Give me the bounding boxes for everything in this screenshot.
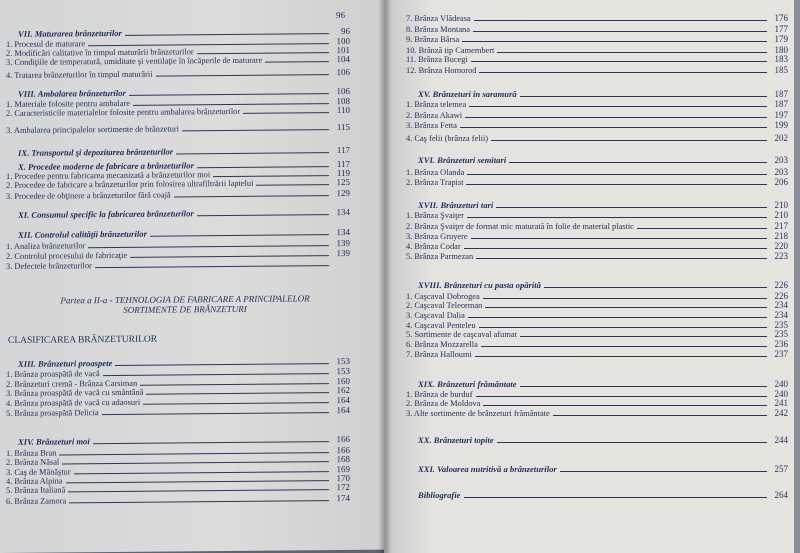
- toc-entry-row: [6, 106, 350, 118]
- toc-page-number: 162: [336, 384, 350, 396]
- toc-page-number: 139: [336, 247, 350, 259]
- toc-section-row: [18, 228, 350, 240]
- dot-leader: [474, 20, 767, 21]
- toc-entry-label: 2. Brânzeturi cremă - Brânza Carsiman: [6, 378, 138, 389]
- toc-entry-label: 4. Brânza Alpina: [6, 476, 63, 486]
- dot-leader: [176, 152, 329, 154]
- toc-page-number: 170: [336, 472, 350, 484]
- toc-entry-label: 2. Brânza Şvaiţer de format mic maturată în folie de material plastic: [406, 222, 634, 231]
- toc-page-number: 197: [774, 110, 788, 120]
- toc-entry-label: 9. Brânza Bârsa: [406, 35, 460, 44]
- toc-entry-label: 2. Brânza Năsal: [6, 457, 60, 467]
- dot-leader: [473, 31, 767, 32]
- toc-entry-row: [406, 390, 788, 399]
- toc-page-number: 257: [774, 464, 788, 474]
- left-page: [0, 0, 384, 553]
- dot-leader: [560, 471, 767, 472]
- toc-page-number: 119: [336, 167, 350, 179]
- toc-entry-row: [406, 292, 788, 301]
- toc-page-number: 235: [774, 329, 788, 339]
- toc-page-number: 169: [336, 463, 350, 475]
- toc-page-number: 264: [774, 490, 788, 500]
- top-page-number: 96: [336, 9, 345, 21]
- toc-page-number: 134: [336, 206, 350, 218]
- toc-entry-label: 11. Brânza Bucegi: [406, 55, 468, 64]
- toc-section-row: [418, 380, 788, 389]
- toc-page-number: 187: [774, 89, 788, 99]
- dot-leader: [509, 162, 767, 163]
- toc-entry-row: [6, 406, 350, 418]
- dot-leader: [497, 442, 767, 443]
- toc-page-number: 108: [336, 95, 350, 107]
- toc-entry-row: [6, 178, 350, 190]
- part-title: [20, 293, 350, 316]
- toc-page-number: 125: [336, 176, 350, 188]
- dot-leader: [156, 74, 329, 77]
- toc-entry-row: [406, 211, 788, 220]
- toc-entry-label: 6. Brânza Mozzarella: [406, 340, 478, 349]
- part-title-line-1: Partea a II-a - TEHNOLOGIA DE FABRICARE A PRINCIPALELOR: [60, 293, 310, 306]
- toc-entry-row: [406, 409, 788, 418]
- toc-entry-label: 12. Brânza Homorod: [406, 66, 477, 75]
- toc-page-number: 203: [774, 155, 788, 165]
- toc-page-number: 218: [774, 231, 788, 241]
- toc-entry-label: 3. Procedee de obţinere a brânzeturilor fără coajă: [6, 190, 171, 201]
- toc-entry-label: 2. Brânza Trapist: [406, 178, 464, 187]
- dot-leader: [130, 255, 329, 258]
- toc-entry-label: XIX. Brânzeturi frământate: [418, 379, 517, 389]
- dot-leader: [467, 217, 767, 218]
- toc-entry-label: XII. Controlul calităţii brânzeturilor: [18, 228, 147, 240]
- toc-entry-label: 3. Ambalarea principalelor sortimente de brânzeturi: [6, 124, 180, 135]
- dot-leader: [479, 327, 767, 328]
- toc-page-number: 139: [336, 237, 350, 249]
- toc-entry-label: 1. Procesul de maturare: [6, 39, 86, 49]
- toc-entry-label: X. Procedee moderne de fabricare a brânzeturilor: [18, 160, 194, 172]
- dot-leader: [182, 129, 329, 131]
- toc-entry-label: 2. Caşcaval Teleorman: [406, 301, 483, 310]
- toc-entry-label: 1. Brânza de burduf: [406, 390, 473, 399]
- toc-entry-label: 5. Brânza proaspătă Delicia: [6, 408, 99, 418]
- toc-entry-row: [6, 123, 350, 135]
- toc-entry-label: 2. Controlul procesului de fabricaţie: [6, 250, 128, 261]
- toc-page-number: 166: [336, 433, 350, 445]
- book-gutter: [378, 0, 392, 553]
- toc-section-row: [418, 90, 788, 99]
- toc-entry-label: IX. Transportul şi depozitarea brânzeturilor: [18, 146, 174, 158]
- toc-page-number: 244: [774, 435, 788, 445]
- toc-entry-label: 1. Materiale folosite pentru ambalare: [6, 98, 130, 109]
- toc-entry-row: [6, 189, 350, 201]
- toc-entry-row: [406, 311, 788, 320]
- toc-page-number: 134: [336, 226, 350, 238]
- dot-leader: [143, 402, 329, 405]
- toc-page-number: 220: [774, 241, 788, 251]
- dot-leader: [544, 287, 767, 288]
- dot-leader: [95, 265, 329, 268]
- toc-entry-label: XI. Consumul specific la fabricarea brânzeturilor: [18, 208, 194, 220]
- toc-entry-label: 4. Caşcaval Penteleu: [406, 321, 476, 330]
- dot-leader: [69, 500, 329, 503]
- dot-leader: [213, 175, 329, 177]
- toc-entry-label: 5. Brânza Italiană: [6, 485, 66, 495]
- toc-page-number: 117: [336, 144, 350, 156]
- toc-entry-row: [406, 178, 788, 187]
- toc-page-number: 164: [336, 394, 350, 406]
- toc-entry-label: 1. Brânza Olanda: [406, 168, 465, 177]
- toc-entry-label: 1. Analiza brânzeturilor: [6, 241, 86, 251]
- dot-leader: [464, 497, 768, 498]
- toc-entry-label: 10. Brânză tip Camembert: [406, 46, 495, 55]
- dot-leader: [115, 363, 329, 366]
- dot-leader: [485, 307, 767, 308]
- toc-page-number: 106: [336, 66, 350, 78]
- toc-entry-label: 2. Caracteristicile materialelor folosite pentru ambalarea brânzeturilor: [6, 106, 241, 118]
- dot-leader: [491, 140, 767, 141]
- toc-page-number: 166: [336, 444, 350, 456]
- dot-leader: [553, 415, 767, 416]
- toc-entry-label: 8. Brânza Montana: [406, 25, 470, 34]
- toc-page-number: 223: [774, 251, 788, 261]
- toc-page-number: 115: [336, 121, 350, 133]
- dot-leader: [520, 336, 767, 337]
- toc-entry-row: [406, 14, 788, 23]
- toc-page-number: 202: [774, 133, 788, 143]
- dot-leader: [68, 489, 329, 492]
- dot-leader: [468, 317, 767, 318]
- toc-entry-label: XVIII. Brânzeturi cu pasta opărită: [418, 280, 541, 290]
- dot-leader: [467, 174, 767, 175]
- toc-page-number: 242: [774, 408, 788, 418]
- toc-page-number: 164: [336, 404, 350, 416]
- toc-page-number: 210: [774, 210, 788, 220]
- toc-entry-label: 3. Condiţiile de temperatură, umiditate şi ventilaţie în încăperile de maturare: [6, 55, 263, 67]
- dot-leader: [93, 441, 329, 444]
- toc-entry-label: XVII. Brânzeturi tari: [418, 200, 494, 210]
- dot-leader: [462, 41, 767, 42]
- toc-page-number: 106: [336, 85, 350, 97]
- toc-entry-row: [6, 494, 350, 506]
- toc-page-number: 104: [336, 53, 350, 65]
- toc-entry-label: 2. Modificări calitative în timpul maturării brânzeturilor: [6, 47, 194, 58]
- toc-page-number: 168: [336, 453, 350, 465]
- toc-page-number: 236: [774, 339, 788, 349]
- toc-entry-label: 3. Caş de Mânăştur: [6, 467, 71, 477]
- toc-entry-label: 1. Brânza proaspătă de vacă: [6, 369, 100, 379]
- toc-entry-label: 7. Brânza Halloumi: [406, 350, 472, 359]
- toc-entry-row: [406, 46, 788, 55]
- toc-page-number: 237: [774, 349, 788, 359]
- dot-leader: [481, 346, 767, 347]
- toc-entry-label: 2. Brânza Akawi: [406, 111, 463, 120]
- dot-leader: [197, 214, 329, 216]
- toc-entry-row: [406, 232, 788, 241]
- toc-entry-label: XVI. Brânzeturi semitari: [418, 155, 507, 165]
- toc-page-number: 203: [774, 167, 788, 177]
- toc-section-row: [418, 156, 788, 165]
- dot-leader: [466, 184, 767, 185]
- toc-page-number: 101: [336, 44, 350, 56]
- toc-section-row: [418, 281, 788, 290]
- toc-entry-label: VII. Maturarea brânzeturilor: [18, 27, 122, 39]
- toc-entry-row: [406, 242, 788, 251]
- dot-leader: [476, 258, 767, 259]
- toc-entry-label: 3. Brânza Gruyere: [406, 232, 468, 241]
- toc-entry-row: [406, 399, 788, 408]
- toc-entry-row: [406, 25, 788, 34]
- toc-page-number: 153: [336, 365, 350, 377]
- toc-page-number: 217: [774, 221, 788, 231]
- dot-leader: [243, 112, 329, 114]
- dot-leader: [476, 396, 767, 397]
- dot-leader: [465, 117, 767, 118]
- toc-entry-label: 3. Brânza proaspătă de vacă cu smântână: [6, 387, 144, 398]
- toc-entry-label: XXI. Valoarea nutritivă a brânzeturilor: [418, 464, 557, 474]
- toc-entry-label: 1. Brânza Şvaiţer: [406, 211, 464, 220]
- toc-entry-row: [6, 259, 350, 271]
- dot-leader: [103, 373, 329, 376]
- toc-section-row: [18, 435, 350, 447]
- toc-page-number: 183: [774, 54, 788, 64]
- toc-section-row: [418, 465, 788, 474]
- dot-leader: [146, 392, 329, 395]
- toc-entry-label: 5. Brânza Parmezan: [406, 252, 474, 261]
- dot-leader: [479, 72, 767, 73]
- dot-leader: [460, 127, 767, 128]
- toc-page-number: 185: [774, 65, 788, 75]
- toc-entry-label: 4. Brânza proaspătă de vacă cu adaosuri: [6, 397, 141, 408]
- toc-entry-label: XV. Brânzeturi în saramură: [418, 89, 517, 99]
- toc-entry-row: [406, 340, 788, 349]
- toc-entry-row: [406, 321, 788, 330]
- dot-leader: [197, 166, 329, 168]
- toc-page-number: 199: [774, 120, 788, 130]
- dot-leader: [497, 52, 767, 53]
- toc-entry-row: [406, 134, 788, 143]
- dot-leader: [102, 412, 329, 415]
- toc-entry-label: 5. Sortimente de caşcaval afumat: [406, 330, 517, 339]
- toc-entry-label: 2. Procedee de fabricare a brânzeturilor prin folosirea ultrafiltrării laptelui: [6, 178, 254, 190]
- toc-page-number: 234: [774, 310, 788, 320]
- toc-entry-label: VIII. Ambalarea brânzeturilor: [18, 87, 126, 99]
- dot-leader: [469, 106, 767, 107]
- toc-page-number: 234: [774, 300, 788, 310]
- dot-leader: [150, 234, 329, 237]
- toc-section-row: [418, 436, 788, 445]
- toc-entry-row: [406, 350, 788, 359]
- toc-page-number: 187: [774, 99, 788, 109]
- toc-page-number: 153: [336, 355, 350, 367]
- dot-leader: [483, 298, 767, 299]
- toc-entry-row: [406, 100, 788, 109]
- toc-entry-label: XIV. Brânzeturi moi: [18, 436, 90, 447]
- toc-entry-row: [406, 121, 788, 130]
- toc-page-number: 226: [774, 280, 788, 290]
- toc-page-number: 96: [341, 25, 350, 37]
- toc-page-number: 174: [336, 492, 350, 504]
- toc-entry-row: [406, 35, 788, 44]
- toc-entry-label: 1. Procedee pentru fabricarea mecanizată a brânzeturilor moi: [6, 170, 211, 181]
- toc-page-number: 180: [774, 45, 788, 55]
- toc-entry-label: XIII. Brânzeturi proaspete: [18, 358, 113, 369]
- dot-leader: [464, 248, 767, 249]
- toc-entry-label: 6. Brânza Zamora: [6, 496, 67, 506]
- toc-entry-label: 7. Brânza Vlădeasa: [406, 14, 471, 23]
- toc-entry-label: 4. Caş felii (brânza felii): [406, 134, 489, 143]
- dot-leader: [475, 356, 767, 357]
- toc-page-number: 241: [774, 398, 788, 408]
- dot-leader: [256, 184, 329, 186]
- toc-page-number: 240: [774, 379, 788, 389]
- dot-leader: [88, 245, 329, 248]
- toc-entry-label: 4. Brânza Codar: [406, 242, 461, 251]
- toc-entry-row: [406, 111, 788, 120]
- dot-leader: [174, 195, 329, 197]
- toc-section-row: [418, 201, 788, 210]
- toc-page-number: 177: [774, 24, 788, 34]
- toc-page-number: 129: [336, 187, 350, 199]
- toc-page-number: 100: [336, 35, 350, 47]
- toc-entry-label: 1. Brânza Bran: [6, 448, 57, 458]
- dot-leader: [125, 33, 329, 36]
- toc-page-number: 210: [774, 200, 788, 210]
- dot-leader: [265, 61, 329, 63]
- right-page: [384, 0, 794, 553]
- toc-entry-row: [406, 330, 788, 339]
- toc-entry-row: [6, 68, 350, 80]
- toc-page-number: 226: [774, 291, 788, 301]
- toc-entry-row: [6, 55, 350, 67]
- toc-section-row: [18, 208, 350, 220]
- toc-entry-row: [406, 301, 788, 310]
- dot-leader: [471, 61, 767, 62]
- toc-entry-row: [406, 222, 788, 231]
- dot-leader: [129, 93, 329, 96]
- toc-entry-label: 4. Tratarea brânzeturilor în timpul maturării: [6, 69, 153, 80]
- toc-page-number: 110: [336, 104, 350, 116]
- toc-entry-label: 1. Brânza telemea: [406, 100, 467, 109]
- toc-page-number: 235: [774, 320, 788, 330]
- toc-page-number: 160: [336, 375, 350, 387]
- toc-page-number: 172: [336, 481, 350, 493]
- toc-page-number: 206: [774, 177, 788, 187]
- toc-page-number: 117: [336, 158, 350, 170]
- toc-entry-label: XX. Brânzeturi topite: [418, 435, 494, 445]
- toc-entry-row: [406, 66, 788, 75]
- dot-leader: [520, 96, 767, 97]
- toc-entry-label: 1. Caşcaval Dobrogea: [406, 292, 480, 301]
- dot-leader: [62, 461, 329, 464]
- dot-leader: [637, 228, 767, 229]
- toc-entry-row: [406, 55, 788, 64]
- toc-page-number: 176: [774, 13, 788, 23]
- toc-entry-label: 2. Brânza de Moldova: [406, 399, 481, 408]
- dot-leader: [483, 405, 767, 406]
- dot-leader: [197, 52, 329, 54]
- toc-page-number: 240: [774, 389, 788, 399]
- dot-leader: [496, 207, 767, 208]
- part-title-line-2: SORTIMENTE DE BRÂNZETURI: [123, 303, 247, 315]
- dot-leader: [471, 238, 767, 239]
- toc-entry-row: [406, 252, 788, 261]
- toc-entry-label: Bibliografie: [418, 490, 461, 500]
- toc-entry-row: [6, 483, 350, 495]
- toc-entry-label: 3. Defectele brânzeturilor: [6, 261, 92, 271]
- classification-heading: CLASIFICAREA BRÂNZETURILOR: [8, 334, 158, 346]
- toc-section-row: [418, 491, 788, 500]
- toc-section-row: [18, 146, 350, 158]
- toc-entry-row: [406, 168, 788, 177]
- page-edge: [794, 0, 800, 553]
- toc-entry-label: 3. Caşcaval Dalia: [406, 311, 465, 320]
- toc-page-number: 179: [774, 34, 788, 44]
- toc-entry-label: 3. Alte sortimente de brânzeturi frământate: [406, 409, 550, 418]
- toc-entry-label: 3. Brânza Fetta: [406, 121, 457, 130]
- dot-leader: [520, 386, 767, 387]
